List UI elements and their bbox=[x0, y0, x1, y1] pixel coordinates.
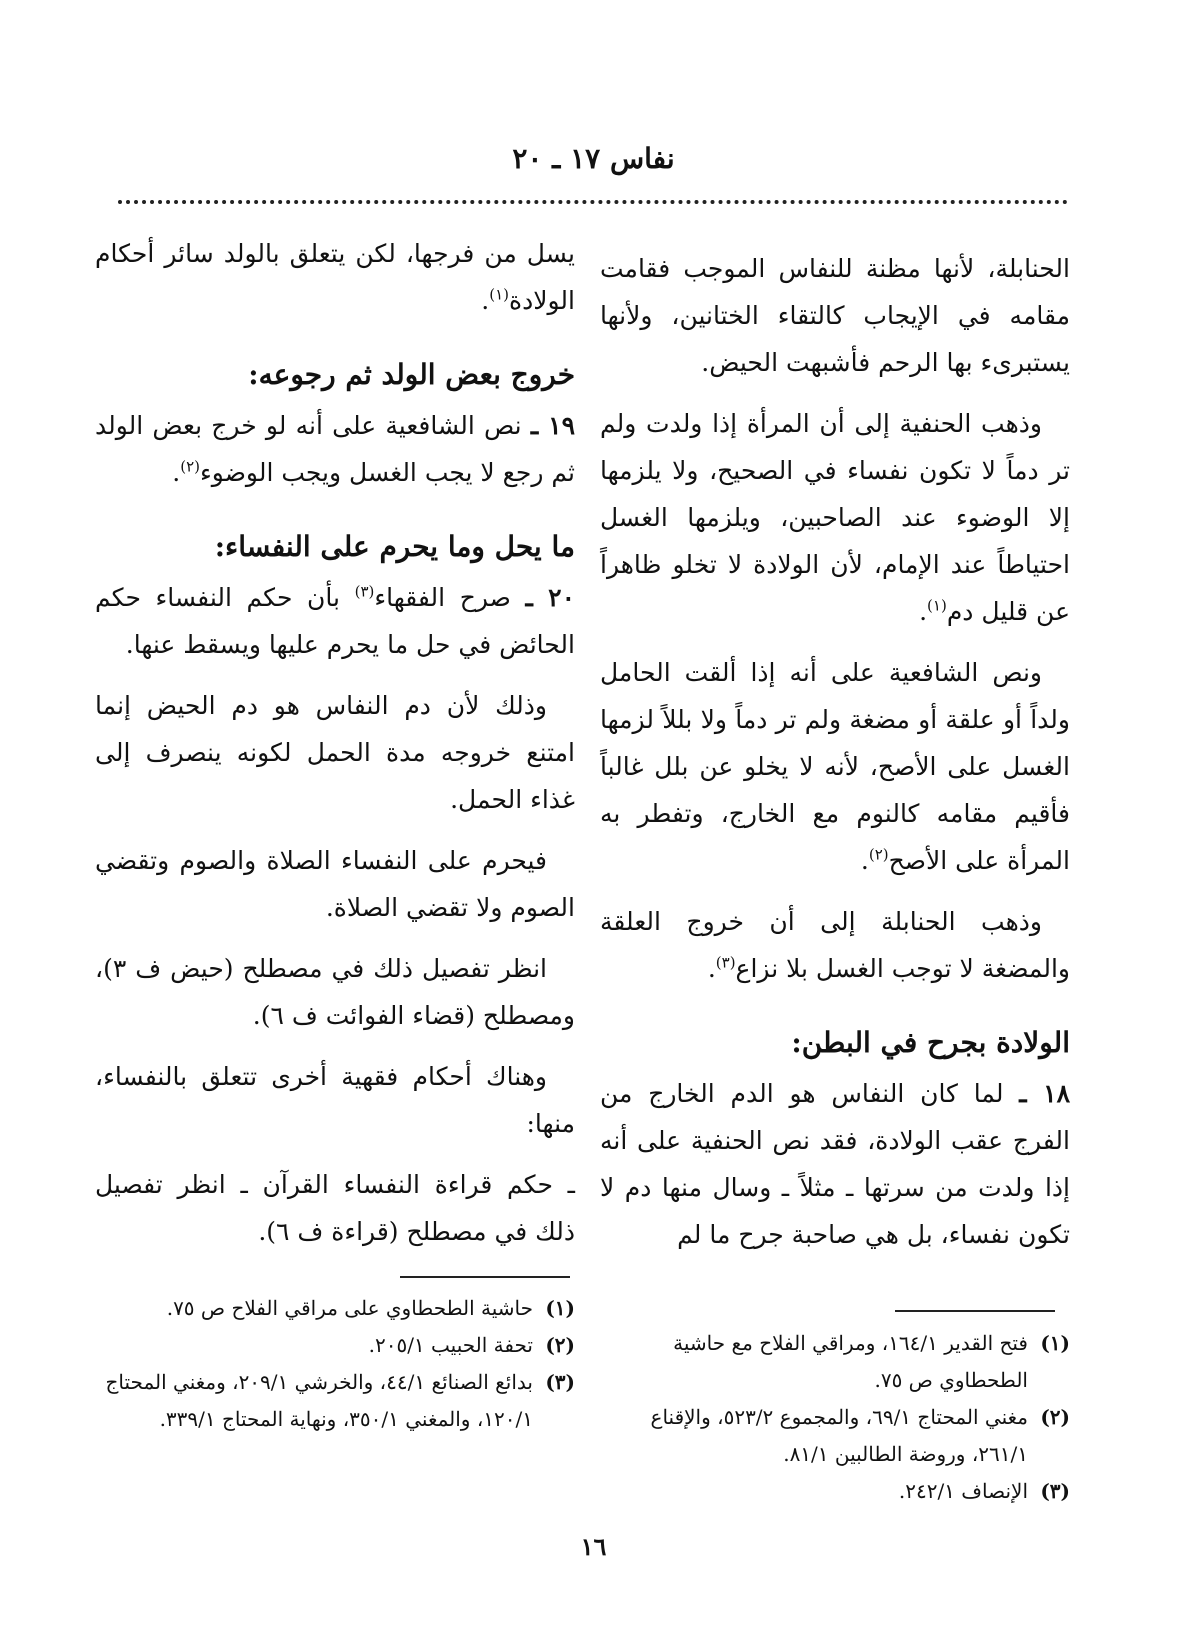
footnotes-left bbox=[95, 1290, 575, 1438]
footnote-text: بدائع الصنائع ٤٤/١، والخرشي ٢٠٩/١، ومغني المحتاج ١٢٠/١، والمغني ٣٥٠/١، ونهاية المحتاج ٣٣٩/١. bbox=[105, 1370, 533, 1431]
footnote-text: تحفة الحبيب ٢٠٥/١. bbox=[368, 1333, 533, 1357]
footnote-ref: (١) bbox=[489, 285, 510, 304]
paragraph-text: بأن حكم النفساء حكم الحائض في حل ما يحرم عليها ويسقط عنها. bbox=[95, 583, 575, 659]
footnote-number: (١) bbox=[545, 1296, 575, 1320]
footnote-text: مغني المحتاج ٦٩/١، والمجموع ٥٢٣/٢، والإقناع ٢٦١/١، وروضة الطالبين ٨١/١. bbox=[650, 1405, 1028, 1466]
footnote-ref: (٣) bbox=[354, 582, 375, 601]
footnote-number: (١) bbox=[1040, 1331, 1070, 1355]
paragraph-number: ١٩ ـ bbox=[530, 411, 575, 440]
paragraph-text: يسل من فرجها، لكن يتعلق بالولد سائر أحكام الولادة bbox=[95, 239, 575, 315]
header-dotted-rule bbox=[118, 200, 1068, 204]
paragraph bbox=[600, 1070, 1070, 1258]
paragraph-text: وذهب الحنفية إلى أن المرأة إذا ولدت ولم تر دماً لا تكون نفساء في الصحيح، ولا يلزمها إلا الوضوء عند الصاحبين، ويلزمها الغسل احتياطاً عند الإمام، لأن الولادة لا تخلو ظاهراً عن قليل دم bbox=[600, 409, 1070, 626]
section-heading: خروج بعض الولد ثم رجوعه: bbox=[248, 358, 575, 391]
paragraph: وذلك لأن دم النفاس هو دم الحيض إنما امتنع خروجه مدة الحمل لكونه ينصرف إلى غذاء الحمل. bbox=[95, 691, 575, 814]
footnote-text: حاشية الطحطاوي على مراقي الفلاح ص ٧٥. bbox=[166, 1296, 533, 1320]
footnote-ref: (٣) bbox=[715, 953, 736, 972]
footnote bbox=[95, 1364, 575, 1438]
right-column bbox=[600, 245, 1070, 1272]
section-heading: ما يحل وما يحرم على النفساء: bbox=[214, 530, 575, 563]
paragraph-text: ونص الشافعية على أنه إذا ألقت الحامل ولداً أو علقة أو مضغة ولم تر دماً ولا بللاً لزمها الغسل على الأصح، لأنه لا يخلو عن بلل غالباً فأقيم مقامه كالنوم مع الخارج، وتفطر به المرأة على الأصح bbox=[600, 658, 1070, 875]
footnote-separator bbox=[400, 1276, 570, 1278]
page-number: ١٦ bbox=[580, 1532, 607, 1561]
paragraph-number: ١٨ ـ bbox=[1019, 1079, 1070, 1108]
paragraph: انظر تفصيل ذلك في مصطلح (حيض ف ٣)، ومصطلح (قضاء الفوائت ف ٦). bbox=[95, 954, 575, 1030]
left-column bbox=[95, 230, 575, 1269]
paragraph: وذهب الحنفية إلى أن المرأة إذا ولدت ولم تر دماً لا تكون نفساء في الصحيح، ولا يلزمها إلا الوضوء عند الصاحبين، ويلزمها الغسل احتياطاً عند الإمام، لأن الولادة لا تخلو ظاهراً عن قليل دم$^{(١)}$. bbox=[600, 409, 1070, 626]
footnote bbox=[95, 1290, 575, 1327]
footnote-number: (٣) bbox=[1040, 1479, 1070, 1503]
section-heading: الولادة بجرح في البطن: bbox=[791, 1026, 1070, 1059]
footnote-separator bbox=[895, 1310, 1055, 1312]
footnote-ref: (٢) bbox=[180, 457, 201, 476]
footnote-number: (٣) bbox=[545, 1370, 575, 1394]
footnote bbox=[95, 1327, 575, 1364]
paragraph-number: ٢٠ ـ bbox=[525, 583, 576, 612]
paragraph: وذهب الحنابلة إلى أن خروج العلقة والمضغة لا توجب الغسل بلا نزاع$^{(٣)}$. bbox=[600, 907, 1070, 983]
footnote bbox=[600, 1325, 1070, 1399]
paragraph: وهناك أحكام فقهية أخرى تتعلق بالنفساء، منها: bbox=[95, 1062, 575, 1138]
paragraph-text: نص الشافعية على أنه لو خرج بعض الولد ثم رجع لا يجب الغسل ويجب الوضوء bbox=[95, 411, 575, 487]
footnote-ref: (٢) bbox=[868, 845, 889, 864]
paragraph: ١٩ ـ نص الشافعية على أنه لو خرج بعض الولد ثم رجع لا يجب الغسل ويجب الوضوء$^{(٢)}$. bbox=[95, 411, 575, 487]
footnote-number: (٢) bbox=[545, 1333, 575, 1357]
paragraph: ـ حكم قراءة النفساء القرآن ـ انظر تفصيل ذلك في مصطلح (قراءة ف ٦). bbox=[95, 1170, 575, 1246]
footnote-text: فتح القدير ١٦٤/١، ومراقي الفلاح مع حاشية الطحطاوي ص ٧٥. bbox=[673, 1331, 1028, 1392]
paragraph-text: صرح الفقهاء bbox=[374, 583, 511, 612]
footnote-number: (٢) bbox=[1040, 1405, 1070, 1429]
paragraph-text: لما كان النفاس هو الدم الخارج من الفرج عقب الولادة، فقد نص الحنفية على أنه إذا ولدت من سرتها ـ مثلاً ـ وسال منها دم لا تكون نفساء، بل هي صاحبة جرح ما لم bbox=[600, 1079, 1070, 1249]
footnote bbox=[600, 1399, 1070, 1473]
footnote-text: الإنصاف ٢٤٢/١. bbox=[898, 1479, 1028, 1503]
paragraph: فيحرم على النفساء الصلاة والصوم وتقضي الصوم ولا تقضي الصلاة. bbox=[95, 846, 575, 922]
paragraph: ونص الشافعية على أنه إذا ألقت الحامل ولداً أو علقة أو مضغة ولم تر دماً ولا بللاً لزمها الغسل على الأصح، لأنه لا يخلو عن بلل غالباً فأقيم مقامه كالنوم مع الخارج، وتفطر به المرأة على الأصح$^{(٢)}$. bbox=[600, 658, 1070, 875]
paragraph-text: وذهب الحنابلة إلى أن خروج العلقة والمضغة لا توجب الغسل بلا نزاع bbox=[600, 907, 1070, 983]
footnotes-right bbox=[600, 1325, 1070, 1510]
paragraph: يسل من فرجها، لكن يتعلق بالولد سائر أحكام الولادة$^{(١)}$. bbox=[95, 239, 575, 315]
paragraph: الحنابلة، لأنها مظنة للنفاس الموجب فقامت مقامه في الإيجاب كالتقاء الختانين، ولأنها يستبرىء بها الرحم فأشبهت الحيض. bbox=[600, 254, 1070, 377]
footnote bbox=[600, 1473, 1070, 1510]
paragraph bbox=[95, 574, 575, 668]
running-header: نفاس ١٧ ـ ٢٠ bbox=[512, 142, 675, 175]
footnote-ref: (١) bbox=[927, 596, 947, 615]
